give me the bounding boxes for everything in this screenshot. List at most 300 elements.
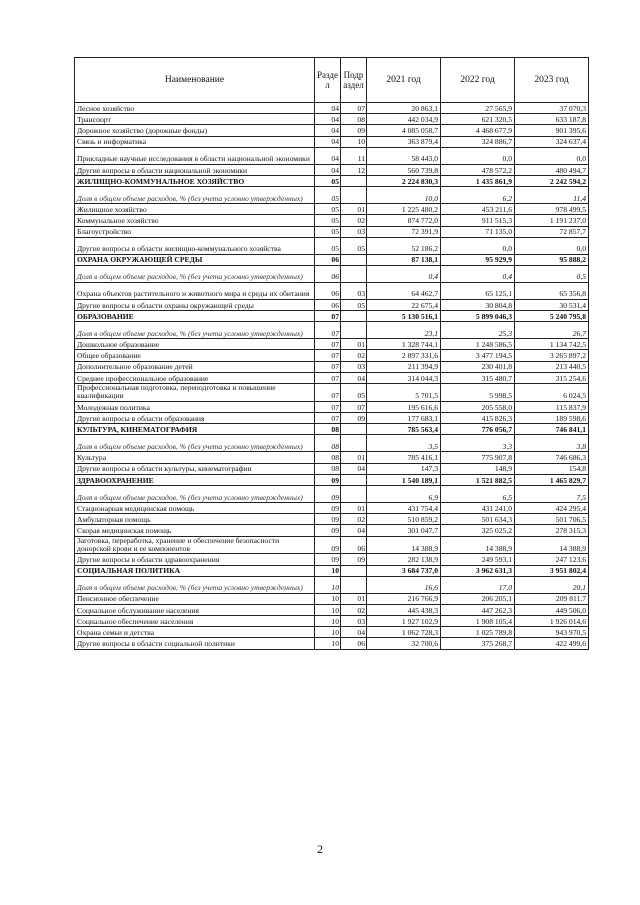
row-value-2022: 0,0	[441, 147, 515, 164]
row-value-2021: 58 443,0	[367, 147, 441, 164]
share-row	[75, 576, 589, 593]
header-2021: 2021 год	[367, 58, 441, 103]
row-value-2023: 3 951 802,4	[515, 565, 589, 576]
row-value-2022: 71 135,0	[441, 226, 515, 237]
row-podrazdel: 07	[341, 401, 367, 412]
row-value-2023: 0,0	[515, 147, 589, 164]
row-podrazdel: 01	[341, 452, 367, 463]
table-row	[75, 350, 589, 361]
row-value-2021: 560 739,8	[367, 164, 441, 175]
row-razdel: 07	[315, 372, 341, 383]
row-value-2023: 72 857,7	[515, 226, 589, 237]
row-razdel: 04	[315, 164, 341, 175]
row-podrazdel: 01	[341, 502, 367, 513]
row-value-2023: 746 841,1	[515, 424, 589, 435]
table-row	[75, 204, 589, 215]
row-podrazdel: 09	[341, 554, 367, 565]
row-razdel: 10	[315, 616, 341, 627]
row-value-2022: 14 388,9	[441, 536, 515, 554]
row-podrazdel	[341, 565, 367, 576]
row-podrazdel: 11	[341, 147, 367, 164]
row-value-2021: 1 328 744,1	[367, 339, 441, 350]
row-value-2021: 87 138,1	[367, 254, 441, 265]
row-razdel: 10	[315, 576, 341, 593]
row-value-2023: 65 356,8	[515, 282, 589, 299]
row-value-2023: 943 970,5	[515, 627, 589, 638]
row-value-2023: 14 388,9	[515, 536, 589, 554]
row-razdel: 05	[315, 226, 341, 237]
row-value-2023: 247 123,6	[515, 554, 589, 565]
row-razdel: 08	[315, 424, 341, 435]
row-podrazdel: 02	[341, 350, 367, 361]
row-podrazdel: 12	[341, 164, 367, 175]
row-value-2022: 148,9	[441, 463, 515, 474]
row-razdel: 05	[315, 237, 341, 254]
row-podrazdel	[341, 322, 367, 339]
row-razdel: 06	[315, 265, 341, 282]
row-name: Среднее профессиональное образование	[75, 372, 315, 383]
row-value-2023: 324 637,4	[515, 136, 589, 147]
table-row	[75, 215, 589, 226]
row-value-2021: 32 700,6	[367, 638, 441, 649]
row-podrazdel: 03	[341, 226, 367, 237]
row-value-2022: 27 565,9	[441, 103, 515, 114]
row-value-2022: 775 907,8	[441, 452, 515, 463]
row-name: СОЦИАЛЬНАЯ ПОЛИТИКА	[75, 565, 315, 576]
row-value-2023: 3 265 897,2	[515, 350, 589, 361]
row-value-2022: 6,5	[441, 485, 515, 502]
row-podrazdel: 04	[341, 372, 367, 383]
row-name: Молодежная политика	[75, 401, 315, 412]
row-value-2023: 95 888,2	[515, 254, 589, 265]
table-row	[75, 372, 589, 383]
row-value-2022: 1 521 882,5	[441, 474, 515, 485]
row-razdel: 04	[315, 125, 341, 136]
row-value-2021: 1 225 480,2	[367, 204, 441, 215]
row-value-2023: 209 811,7	[515, 593, 589, 604]
row-razdel: 05	[315, 175, 341, 186]
row-podrazdel: 07	[341, 103, 367, 114]
section-row	[75, 474, 589, 485]
row-name: Другие вопросы в области культуры, кинематографии	[75, 463, 315, 474]
header-podrazdel: Подр аздел	[341, 58, 367, 103]
table-row	[75, 401, 589, 412]
row-name: Связь и информатика	[75, 136, 315, 147]
row-name: Другие вопросы в области охраны окружающей среды	[75, 299, 315, 310]
row-value-2021: 64 462,7	[367, 282, 441, 299]
table-row	[75, 593, 589, 604]
section-row	[75, 565, 589, 576]
row-value-2021: 363 879,4	[367, 136, 441, 147]
row-razdel: 07	[315, 311, 341, 322]
row-value-2021: 22 675,4	[367, 299, 441, 310]
table-row	[75, 125, 589, 136]
row-value-2022: 230 401,8	[441, 361, 515, 372]
row-value-2022: 1 025 789,8	[441, 627, 515, 638]
row-value-2022: 5 998,5	[441, 384, 515, 402]
row-value-2022: 478 572,2	[441, 164, 515, 175]
row-name: Стационарная медицинская помощь	[75, 502, 315, 513]
row-podrazdel: 04	[341, 525, 367, 536]
row-value-2021: 52 186,2	[367, 237, 441, 254]
row-name: Другие вопросы в области национальной экономики	[75, 164, 315, 175]
share-row	[75, 435, 589, 452]
row-value-2022: 3 477 194,5	[441, 350, 515, 361]
row-razdel: 07	[315, 384, 341, 402]
row-razdel: 07	[315, 361, 341, 372]
table-row	[75, 525, 589, 536]
row-podrazdel: 04	[341, 627, 367, 638]
row-razdel: 09	[315, 502, 341, 513]
row-value-2022: 30 804,8	[441, 299, 515, 310]
row-value-2023: 3,8	[515, 435, 589, 452]
row-razdel: 06	[315, 299, 341, 310]
row-value-2022: 415 826,3	[441, 413, 515, 424]
row-value-2023: 189 598,6	[515, 413, 589, 424]
row-podrazdel: 09	[341, 413, 367, 424]
row-name: Прикладные научные исследования в области национальной экономики	[75, 147, 315, 164]
row-name: Другие вопросы в области образования	[75, 413, 315, 424]
table-row	[75, 361, 589, 372]
row-value-2021: 3,5	[367, 435, 441, 452]
row-value-2023: 26,7	[515, 322, 589, 339]
row-value-2022: 17,0	[441, 576, 515, 593]
row-razdel: 09	[315, 554, 341, 565]
row-value-2021: 1 927 102,9	[367, 616, 441, 627]
row-value-2023: 501 706,5	[515, 514, 589, 525]
row-razdel: 06	[315, 282, 341, 299]
section-row	[75, 175, 589, 186]
section-row	[75, 424, 589, 435]
row-name: Культура	[75, 452, 315, 463]
row-value-2021: 3 684 737,0	[367, 565, 441, 576]
row-podrazdel: 04	[341, 463, 367, 474]
row-name: Охрана объектов растительного и животного мира и среды их обитания	[75, 282, 315, 299]
row-podrazdel	[341, 424, 367, 435]
row-value-2022: 3 962 631,3	[441, 565, 515, 576]
row-podrazdel	[341, 435, 367, 452]
row-value-2023: 1 926 014,6	[515, 616, 589, 627]
row-value-2021: 282 138,9	[367, 554, 441, 565]
row-name: ЗДРАВООХРАНЕНИЕ	[75, 474, 315, 485]
row-podrazdel	[341, 265, 367, 282]
row-razdel: 07	[315, 401, 341, 412]
row-razdel: 09	[315, 485, 341, 502]
row-name: Скорая медицинская помощь	[75, 525, 315, 536]
row-podrazdel: 05	[341, 299, 367, 310]
row-razdel: 05	[315, 215, 341, 226]
row-value-2021: 216 766,9	[367, 593, 441, 604]
row-podrazdel: 01	[341, 593, 367, 604]
table-body	[75, 103, 589, 650]
table-row	[75, 413, 589, 424]
row-podrazdel: 02	[341, 514, 367, 525]
row-value-2023: 315 254,6	[515, 372, 589, 383]
row-value-2022: 4 468 677,9	[441, 125, 515, 136]
table-row	[75, 638, 589, 649]
row-value-2023: 978 499,5	[515, 204, 589, 215]
row-value-2021: 5 701,5	[367, 384, 441, 402]
row-value-2022: 776 056,7	[441, 424, 515, 435]
row-name: Заготовка, переработка, хранение и обеспечение безопасности донорской крови и ее компонентов	[75, 536, 315, 554]
row-podrazdel: 06	[341, 536, 367, 554]
row-value-2021: 431 754,4	[367, 502, 441, 513]
row-podrazdel	[341, 187, 367, 204]
row-razdel: 08	[315, 463, 341, 474]
row-name: Доля в общем объеме расходов, % (без учета условно утвержденных)	[75, 576, 315, 593]
row-name: Социальное обслуживание населения	[75, 604, 315, 615]
row-name: Доля в общем объеме расходов, % (без учета условно утвержденных)	[75, 187, 315, 204]
share-row	[75, 322, 589, 339]
row-value-2021: 14 388,9	[367, 536, 441, 554]
row-value-2023: 6 024,5	[515, 384, 589, 402]
row-value-2022: 25,3	[441, 322, 515, 339]
row-value-2022: 621 320,5	[441, 114, 515, 125]
row-value-2022: 501 634,3	[441, 514, 515, 525]
row-value-2021: 785 416,1	[367, 452, 441, 463]
row-podrazdel	[341, 576, 367, 593]
row-value-2021: 4 085 058,7	[367, 125, 441, 136]
row-name: Лесное хозяйство	[75, 103, 315, 114]
row-name: Жилищное хозяйство	[75, 204, 315, 215]
row-value-2023: 746 686,3	[515, 452, 589, 463]
row-podrazdel: 03	[341, 361, 367, 372]
table-row	[75, 452, 589, 463]
row-value-2021: 195 616,6	[367, 401, 441, 412]
row-razdel: 09	[315, 474, 341, 485]
row-name: Охрана семьи и детства	[75, 627, 315, 638]
row-value-2023: 213 440,5	[515, 361, 589, 372]
row-name: Социальное обеспечение населения	[75, 616, 315, 627]
row-podrazdel: 08	[341, 114, 367, 125]
table-row	[75, 147, 589, 164]
row-value-2021: 1 062 728,3	[367, 627, 441, 638]
row-razdel: 10	[315, 638, 341, 649]
row-value-2022: 0,4	[441, 265, 515, 282]
page-number: 2	[317, 842, 323, 856]
table-row	[75, 616, 589, 627]
table-header-row	[75, 58, 589, 103]
row-podrazdel: 01	[341, 204, 367, 215]
row-razdel: 05	[315, 204, 341, 215]
row-name: ОБРАЗОВАНИЕ	[75, 311, 315, 322]
row-value-2021: 0,4	[367, 265, 441, 282]
row-name: ОХРАНА ОКРУЖАЮЩЕЙ СРЕДЫ	[75, 254, 315, 265]
row-value-2023: 422 499,6	[515, 638, 589, 649]
row-name: Другие вопросы в области жилищно-коммунального хозяйства	[75, 237, 315, 254]
row-value-2021: 1 540 189,1	[367, 474, 441, 485]
row-value-2021: 177 683,1	[367, 413, 441, 424]
row-value-2021: 211 394,9	[367, 361, 441, 372]
row-podrazdel: 03	[341, 282, 367, 299]
row-value-2022: 3,3	[441, 435, 515, 452]
row-value-2022: 0,0	[441, 237, 515, 254]
row-razdel: 09	[315, 536, 341, 554]
row-value-2021: 445 438,3	[367, 604, 441, 615]
row-value-2023: 901 395,6	[515, 125, 589, 136]
row-value-2022: 205 558,0	[441, 401, 515, 412]
row-razdel: 09	[315, 525, 341, 536]
header-razdel: Разде л	[315, 58, 341, 103]
table-row	[75, 299, 589, 310]
row-value-2023: 20,1	[515, 576, 589, 593]
row-value-2022: 65 125,1	[441, 282, 515, 299]
row-podrazdel: 01	[341, 339, 367, 350]
row-value-2023: 2 242 594,2	[515, 175, 589, 186]
row-value-2023: 154,8	[515, 463, 589, 474]
row-podrazdel: 02	[341, 604, 367, 615]
row-razdel: 10	[315, 565, 341, 576]
row-razdel: 04	[315, 114, 341, 125]
row-razdel: 07	[315, 322, 341, 339]
table-row	[75, 136, 589, 147]
row-razdel: 04	[315, 136, 341, 147]
row-value-2021: 442 034,9	[367, 114, 441, 125]
table-row	[75, 226, 589, 237]
row-podrazdel: 02	[341, 215, 367, 226]
row-podrazdel	[341, 254, 367, 265]
table-row	[75, 627, 589, 638]
header-2023: 2023 год	[515, 58, 589, 103]
row-name: Профессиональная подготовка, переподготовка и повышение квалификации	[75, 384, 315, 402]
table-row	[75, 554, 589, 565]
row-value-2023: 5 240 795,8	[515, 311, 589, 322]
table-row	[75, 282, 589, 299]
row-name: Доля в общем объеме расходов, % (без учета условно утвержденных)	[75, 265, 315, 282]
row-name: Амбулаторная помощь	[75, 514, 315, 525]
row-value-2023: 633 187,8	[515, 114, 589, 125]
table-row	[75, 502, 589, 513]
table-row	[75, 237, 589, 254]
row-name: Дошкольное образование	[75, 339, 315, 350]
row-name: Другие вопросы в области здравоохранения	[75, 554, 315, 565]
row-value-2022: 447 262,3	[441, 604, 515, 615]
row-razdel: 07	[315, 413, 341, 424]
row-razdel: 10	[315, 604, 341, 615]
table-row	[75, 514, 589, 525]
row-name: Доля в общем объеме расходов, % (без учета условно утвержденных)	[75, 485, 315, 502]
section-row	[75, 311, 589, 322]
row-value-2023: 278 315,3	[515, 525, 589, 536]
row-value-2023: 1 191 237,0	[515, 215, 589, 226]
row-name: Дорожное хозяйство (дорожные фонды)	[75, 125, 315, 136]
row-value-2022: 1 248 586,5	[441, 339, 515, 350]
row-value-2021: 874 772,0	[367, 215, 441, 226]
row-value-2022: 453 211,6	[441, 204, 515, 215]
row-value-2021: 16,6	[367, 576, 441, 593]
table-row	[75, 536, 589, 554]
row-podrazdel: 03	[341, 616, 367, 627]
row-name: ЖИЛИЩНО-КОММУНАЛЬНОЕ ХОЗЯЙСТВО	[75, 175, 315, 186]
row-razdel: 10	[315, 593, 341, 604]
row-value-2023: 30 531,4	[515, 299, 589, 310]
row-value-2023: 0,5	[515, 265, 589, 282]
row-name: Доля в общем объеме расходов, % (без учета условно утвержденных)	[75, 322, 315, 339]
row-name: Коммунальное хозяйство	[75, 215, 315, 226]
row-podrazdel	[341, 485, 367, 502]
table-row	[75, 164, 589, 175]
row-razdel: 07	[315, 350, 341, 361]
row-value-2022: 431 241,0	[441, 502, 515, 513]
row-value-2021: 785 563,4	[367, 424, 441, 435]
row-value-2022: 911 515,3	[441, 215, 515, 226]
row-value-2022: 1 435 861,9	[441, 175, 515, 186]
row-value-2022: 249 593,1	[441, 554, 515, 565]
budget-table	[74, 57, 589, 650]
row-razdel: 04	[315, 103, 341, 114]
row-name: Транспорт	[75, 114, 315, 125]
row-razdel: 08	[315, 452, 341, 463]
table-row	[75, 103, 589, 114]
header-name: Наименование	[75, 58, 315, 103]
table-row	[75, 604, 589, 615]
row-podrazdel: 09	[341, 125, 367, 136]
row-podrazdel: 05	[341, 384, 367, 402]
row-value-2021: 2 897 331,6	[367, 350, 441, 361]
section-row	[75, 254, 589, 265]
row-value-2023: 0,0	[515, 237, 589, 254]
row-razdel: 06	[315, 254, 341, 265]
row-value-2021: 23,1	[367, 322, 441, 339]
row-value-2023: 1 134 742,5	[515, 339, 589, 350]
table-row	[75, 114, 589, 125]
row-razdel: 08	[315, 435, 341, 452]
row-value-2022: 95 929,9	[441, 254, 515, 265]
row-value-2021: 301 047,7	[367, 525, 441, 536]
row-podrazdel	[341, 311, 367, 322]
row-podrazdel	[341, 474, 367, 485]
row-value-2021: 20 863,1	[367, 103, 441, 114]
row-value-2021: 147,3	[367, 463, 441, 474]
row-name: Благоустройство	[75, 226, 315, 237]
header-2022: 2022 год	[441, 58, 515, 103]
row-podrazdel: 10	[341, 136, 367, 147]
row-name: Пенсионное обеспечение	[75, 593, 315, 604]
row-podrazdel	[341, 175, 367, 186]
row-value-2022: 6,2	[441, 187, 515, 204]
row-value-2022: 206 205,1	[441, 593, 515, 604]
row-value-2023: 424 295,4	[515, 502, 589, 513]
row-podrazdel: 05	[341, 237, 367, 254]
row-value-2021: 5 130 516,1	[367, 311, 441, 322]
share-row	[75, 265, 589, 282]
row-value-2022: 325 025,2	[441, 525, 515, 536]
row-razdel: 07	[315, 339, 341, 350]
row-value-2021: 314 044,3	[367, 372, 441, 383]
row-value-2023: 37 070,3	[515, 103, 589, 114]
row-name: Общее образование	[75, 350, 315, 361]
row-razdel: 05	[315, 187, 341, 204]
row-value-2022: 375 268,7	[441, 638, 515, 649]
row-value-2022: 1 908 105,4	[441, 616, 515, 627]
row-value-2021: 6,9	[367, 485, 441, 502]
row-razdel: 10	[315, 627, 341, 638]
share-row	[75, 485, 589, 502]
row-value-2022: 324 886,7	[441, 136, 515, 147]
row-podrazdel: 06	[341, 638, 367, 649]
row-value-2021: 10,0	[367, 187, 441, 204]
row-value-2023: 449 506,0	[515, 604, 589, 615]
row-value-2022: 5 899 046,3	[441, 311, 515, 322]
row-value-2023: 11,4	[515, 187, 589, 204]
row-value-2021: 510 859,2	[367, 514, 441, 525]
row-razdel: 09	[315, 514, 341, 525]
row-value-2023: 115 837,9	[515, 401, 589, 412]
row-value-2023: 1 465 829,7	[515, 474, 589, 485]
row-value-2021: 2 224 830,3	[367, 175, 441, 186]
row-name: Доля в общем объеме расходов, % (без учета условно утвержденных)	[75, 435, 315, 452]
share-row	[75, 187, 589, 204]
